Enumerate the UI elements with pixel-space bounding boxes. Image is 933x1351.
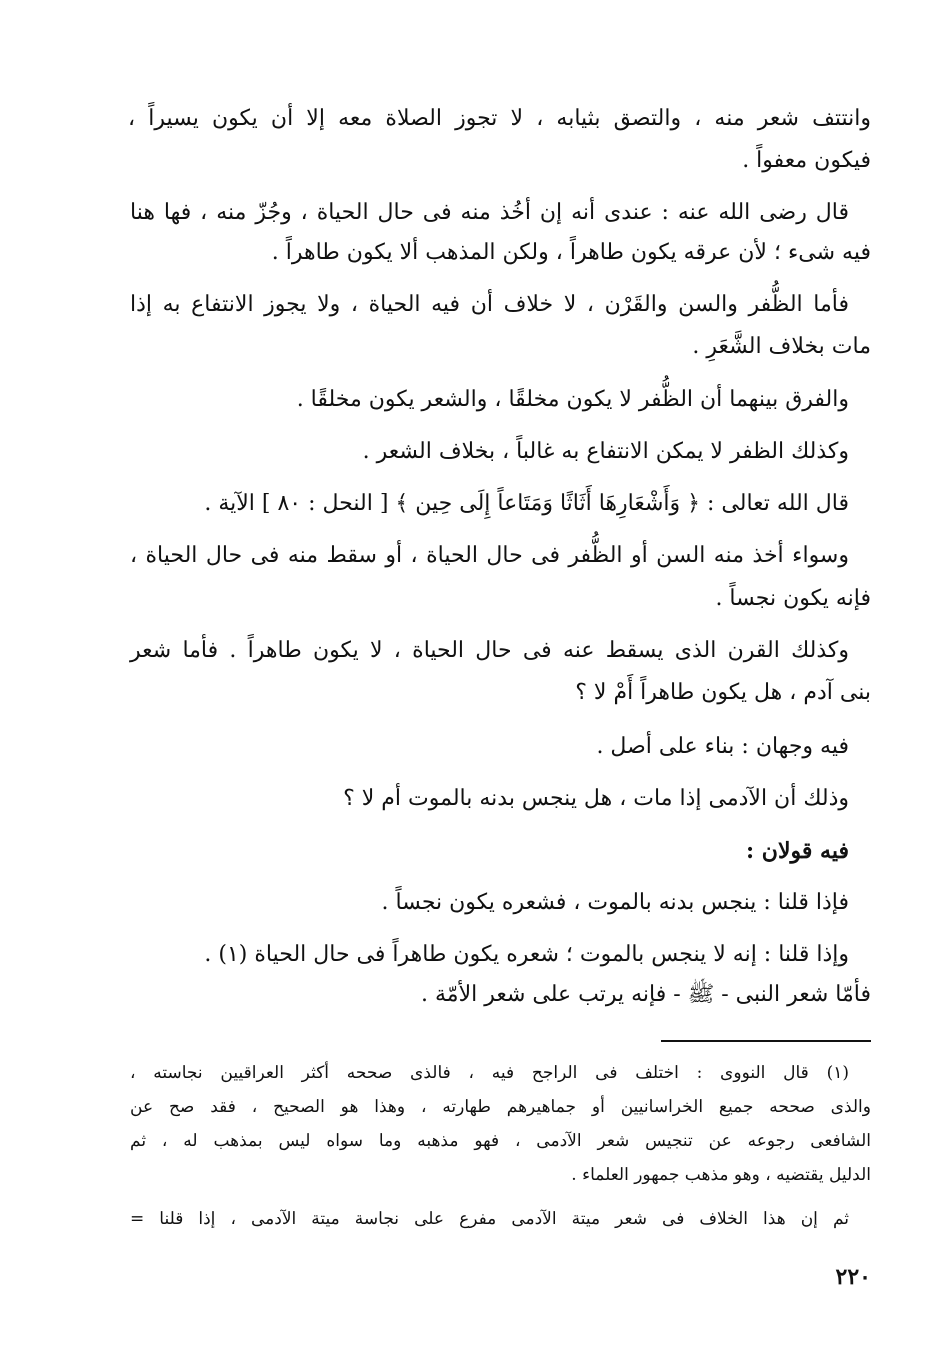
footnote-divider [661,1040,871,1042]
text-line: وانتتف شعر منه ، والتصق بثيابه ، لا تجوز الصلاة معه إلا أن يكون يسيراً ، [128,106,871,131]
text-line: قال رضى الله عنه : عندى أنه إن أخُذ منه فى حال الحياة ، وجُزّ منه ، فها هنا [130,200,849,225]
footnote-line: والذى صححه جميع الخراسانيين أو جماهيرهم طهارته ، وهذا هو الصحيح ، فقد صح عن [130,1097,871,1117]
text-line: فإنه يكون نجساً . [715,586,871,611]
text-line: فيكون معفواً . [742,148,871,173]
text-line: وكذلك الظفر لا يمكن الانتفاع به غالباً ، بخلاف الشعر . [362,439,849,464]
text-line: فأمّا شعر النبى - ﷺ - فإنه يرتب على شعر الأمّة . [421,982,871,1007]
text-line: وسواء أخذ منه السن أو الظُّفر فى حال الحياة ، أو سقط منه فى حال الحياة ، [130,543,849,568]
text-line: بنى آدم ، هل يكون طاهراً أَمْ لا ؟ [575,680,871,705]
text-line: وإذا قلنا : إنه لا ينجس بالموت ؛ شعره يكون طاهراً فى حال الحياة (١) . [204,942,849,967]
text-line: والفرق بينهما أن الظُّفر لا يكون مخلقًا ، والشعر يكون مخلقًا . [296,387,849,412]
footnote-line: ثم إن هذا الخلاف فى شعر ميتة الآدمى مفرع على نجاسة ميتة الآدمى ، إذا قلنا = [130,1209,849,1229]
text-line: فيه قولان : [746,838,849,864]
text-line: فإذا قلنا : ينجس بدنه بالموت ، فشعره يكون نجساً . [381,890,849,915]
text-line: فأما الظُّفر والسن والقَرْن ، لا خلاف أن فيه الحياة ، ولا يجوز الانتفاع به إذا [130,292,849,317]
quran-verse-line: قال الله تعالى : ﴿ وَأَشْعَارِهَا أَثَاثًا وَمَتَاعاً إِلَى حِين ﴾ [ النحل : ٨٠ ] الآية . [204,491,849,516]
footnote-line: (١) قال النووى : اختلف فى الراجح فيه ، فالذى صححه أكثر العراقيين نجاسته ، [130,1063,849,1083]
text-line: وذلك أن الآدمى إذا مات ، هل ينجس بدنه بالموت أم لا ؟ [343,786,849,811]
footnote-line: الشافعى رجوعه عن تنجيس شعر الآدمى ، فهو مذهبه وما سواه ليس بمذهب له ، ثم [130,1131,871,1151]
page-number: ٢٢٠ [835,1264,871,1290]
text-line: وكذلك القرن الذى يسقط عنه فى حال الحياة ، لا يكون طاهراً . فأما شعر [130,638,849,663]
text-line: فيه وجهان : بناء على أصل . [596,734,849,759]
text-line: مات بخلاف الشَّعَرِ . [692,334,871,359]
footnote-line: الدليل يقتضيه ، وهو مذهب جمهور العلماء . [571,1165,871,1185]
text-line: فيه شىء ؛ لأن عرقه يكون طاهراً ، ولكن المذهب ألا يكون طاهراً . [271,240,871,265]
